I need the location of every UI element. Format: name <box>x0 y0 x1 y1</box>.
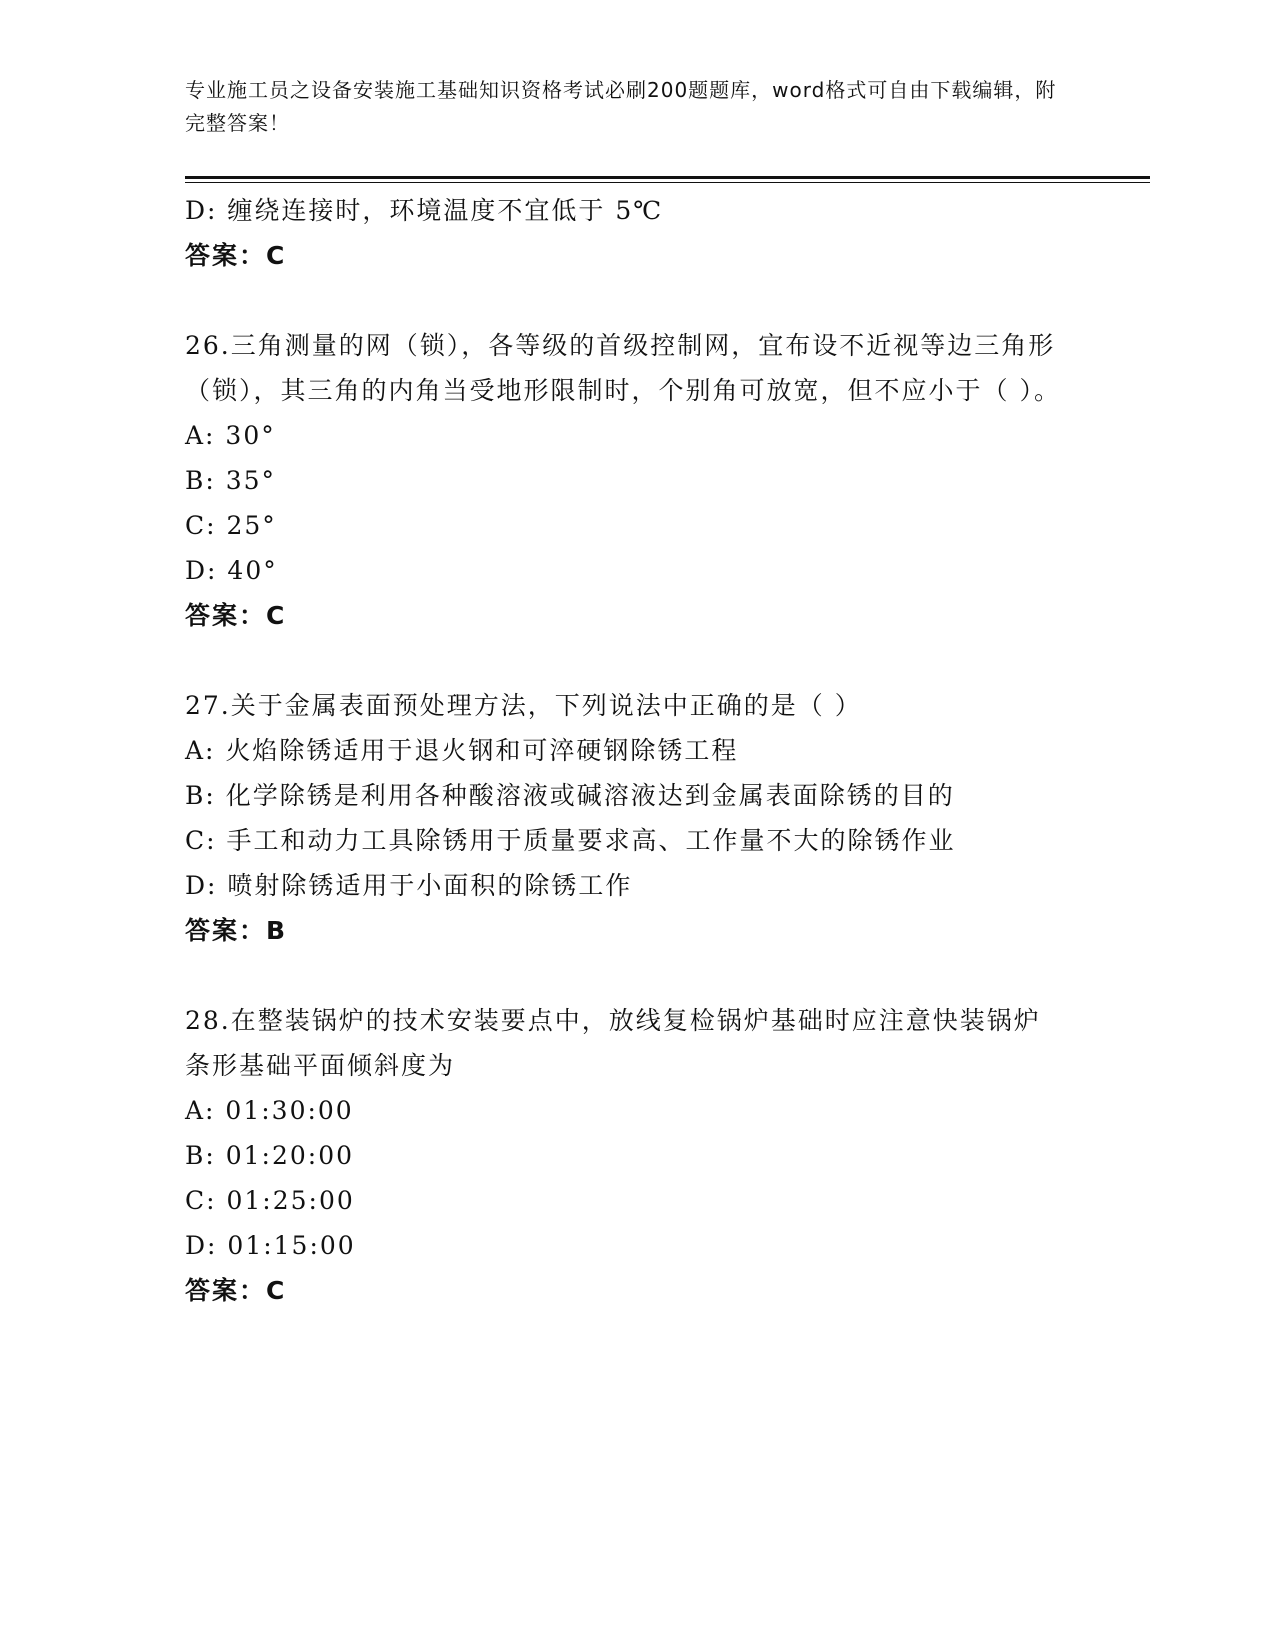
question-answer: 答案：C <box>185 601 287 630</box>
question-27 <box>185 683 1085 953</box>
option-a: A: 火焰除锈适用于退火钢和可淬硬钢除锈工程 <box>185 736 739 765</box>
option-d: D: 01:15:00 <box>185 1231 356 1260</box>
option-c: C: 手工和动力工具除锈用于质量要求高、工作量不大的除锈作业 <box>185 826 956 855</box>
header-rule-thick <box>185 176 1150 179</box>
prev-question-answer: 答案：C <box>185 241 287 270</box>
option-c: C: 25° <box>185 511 277 540</box>
question-28 <box>185 998 1085 1313</box>
option-b: B: 化学除锈是利用各种酸溶液或碱溶液达到金属表面除锈的目的 <box>185 781 955 810</box>
option-b: B: 35° <box>185 466 277 495</box>
question-26 <box>185 323 1085 638</box>
spacer <box>185 953 1085 998</box>
prev-question-option-d: D: 缠绕连接时，环境温度不宜低于 5℃ <box>185 196 664 225</box>
question-answer: 答案：C <box>185 1276 287 1305</box>
question-text: 28.在整装锅炉的技术安装要点中，放线复检锅炉基础时应注意快装锅炉条形基础平面倾斜度为 <box>185 1006 1041 1080</box>
option-a: A: 01:30:00 <box>185 1096 354 1125</box>
option-d: D: 40° <box>185 556 278 585</box>
option-a: A: 30° <box>185 421 276 450</box>
spacer <box>185 638 1085 683</box>
question-list <box>185 188 1085 1313</box>
question-answer: 答案：B <box>185 916 288 945</box>
header-rule-thin <box>185 182 1150 183</box>
question-text: 27.关于金属表面预处理方法，下列说法中正确的是（ ） <box>185 691 862 720</box>
spacer <box>185 278 1085 323</box>
question-text: 26.三角测量的网（锁），各等级的首级控制网，宜布设不近视等边三角形（锁），其三角的内角当受地形限制时，个别角可放宽，但不应小于（ ）。 <box>185 331 1061 405</box>
option-d: D: 喷射除锈适用于小面积的除锈工作 <box>185 871 633 900</box>
page-header: 专业施工员之设备安装施工基础知识资格考试必刷200题题库，word格式可自由下载编辑，附完整答案！ <box>185 78 1057 135</box>
option-b: B: 01:20:00 <box>185 1141 355 1170</box>
option-c: C: 01:25:00 <box>185 1186 355 1215</box>
